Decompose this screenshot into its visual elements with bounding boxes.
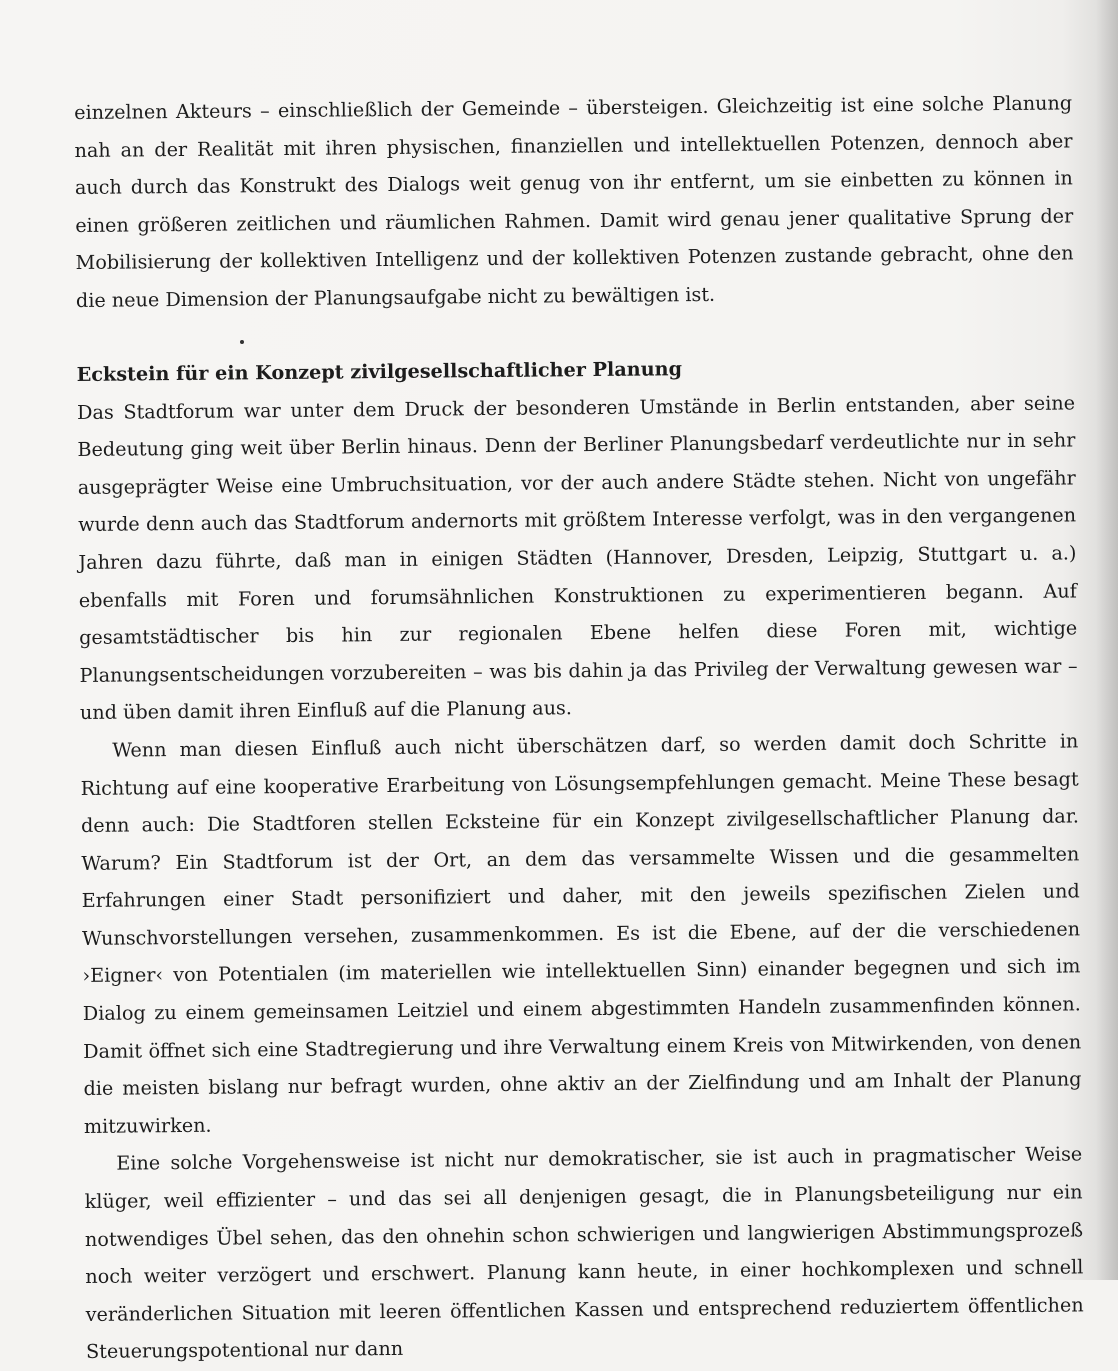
section-paragraph-1: Das Stadtforum war unter dem Druck der besonderen Umstände in Berlin entstanden, aber seine Bedeutung ging weit über Berlin hinaus. Denn der Berliner Planungsbedarf verdeutlichte nur in sehr ausgeprägter Weise eine Umbruchsituation, vor der auch andere Städte stehen. Nicht von ungefähr wurde denn auch das Stadtforum andernorts mit größtem Interesse verfolgt, was in den vergangenen Jahren dazu führte, daß man in einigen Städten (Hannover, Dresden, Leipzig, Stuttgart u. a.) ebenfalls mit Foren und forumsähnlichen Konstruktionen zu experimentieren begann. Auf gesamtstädtischer bis hin zur regionalen Ebene helfen diese Foren mit, wichtige Planungsentscheidungen vorzubereiten – was bis dahin ja das Privileg der Verwaltung gewesen war – und üben damit ihren Einfluß auf die Planung aus. bbox=[76, 390, 1078, 725]
section-heading: Eckstein für ein Konzept zivilgesellschaftlicher Planung bbox=[76, 356, 683, 386]
paragraph-continued: einzelnen Akteurs – einschließlich der Gemeinde – übersteigen. Gleichzeitig ist eine solche Planung nah an der Realität mit ihren physischen, finanziellen und intellektuellen Potenzen, dennoch aber auch durch das Konstrukt des Dialogs weit genug von ihr entfernt, um sie einbetten zu können in einen größeren zeitlichen und räumlichen Rahmen. Damit wird genau jener qualitative Sprung der Mobilisierung der kollektiven Intelligenz und der kollektiven Potenzen zustande gebracht, ohne den die neue Dimension der Planungsaufgabe nicht zu bewältigen ist. bbox=[74, 91, 1074, 312]
section-paragraph-2: Wenn man diesen Einfluß auch nicht überschätzen darf, so werden damit doch Schritte in Richtung auf eine kooperative Erarbeitung von Lösungsempfehlungen gemacht. Meine These besagt denn auch: Die Stadtforen stellen Ecksteine für ein Konzept zivilgesellschaftlicher Planung dar. Warum? Ein Stadtforum ist der Ort, an dem das versammelte Wissen und die gesammelten Erfahrungen einer Stadt personifiziert und daher, mit den jeweils spezifischen Zielen und Wunschvorstellungen versehen, zusammenkommen. Es ist die Ebene, auf der die verschiedenen ›Eigner‹ von Potentialen (im materiellen wie intellektuellen Sinn) einander begegnen und sich im Dialog zu einem gemeinsamen Leitziel und einem abgestimmten Handeln zusammenfinden können. Damit öffnet sich eine Stadtregierung und ihre Verwaltung einem Kreis von Mitwirkenden, von denen die meisten bislang nur befragt wurden, ohne aktiv an der Zielfindung und am Inhalt der Planung mitzuwirken. bbox=[80, 729, 1082, 1138]
page-gutter-shadow bbox=[1096, 0, 1118, 1280]
page-body bbox=[74, 84, 1084, 1371]
section-paragraph-3: Eine solche Vorgehensweise ist nicht nur demokratischer, sie ist auch in pragmatischer Weise klüger, weil effizienter – und das sei all denjenigen gesagt, die in Planungsbeteiligung nur ein notwendiges Übel sehen, das den ohnehin schon schwierigen und langwierigen Abstimmungsprozeß noch weiter verzögert und erschwert. Planung kann heute, in einer hochkomplexen und schnell veränderlichen Situation mit leeren öffentlichen Kassen und entsprechend reduziertem öffentlichen Steuerungspotentional nur dann bbox=[84, 1142, 1084, 1364]
